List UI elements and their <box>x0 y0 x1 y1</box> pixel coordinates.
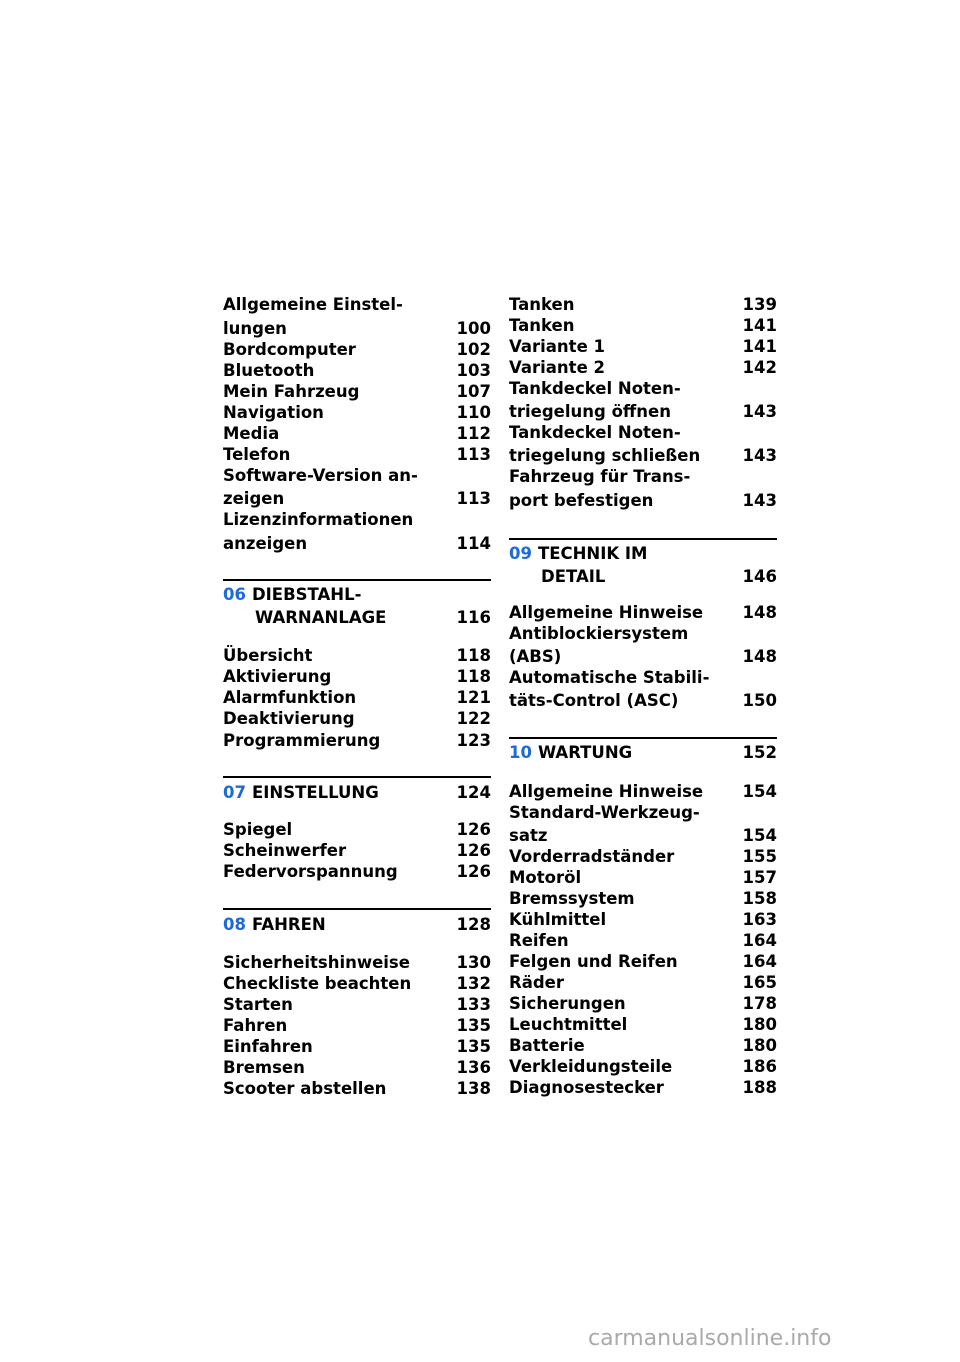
chapter-heading-line2[interactable] <box>223 607 491 628</box>
chapter-divider <box>509 538 777 540</box>
toc-entry[interactable] <box>509 1056 777 1077</box>
toc-entry[interactable] <box>223 402 491 423</box>
toc-entry-title: Standard-Werkzeug- <box>509 803 700 822</box>
chapter-number: 10 <box>509 743 532 762</box>
toc-entry-page: 130 <box>456 953 491 972</box>
toc-entry-title: Tanken <box>509 316 575 335</box>
toc-entry[interactable] <box>223 339 491 360</box>
toc-entry[interactable] <box>223 509 491 530</box>
toc-entry-title: Tankdeckel Noten- <box>509 423 681 442</box>
toc-entry[interactable] <box>509 867 777 888</box>
toc-entry[interactable] <box>509 930 777 951</box>
toc-entry[interactable] <box>509 667 777 688</box>
toc-entry[interactable] <box>223 708 491 729</box>
toc-entry-title: Verkleidungsteile <box>509 1057 673 1076</box>
toc-entry-page: 180 <box>742 1015 777 1034</box>
toc-entry-title: Bordcomputer <box>223 340 356 359</box>
toc-entry-title: Tanken <box>509 295 575 314</box>
toc-entry-page: 186 <box>742 1057 777 1076</box>
toc-entry-title: Deaktivierung <box>223 709 355 728</box>
toc-entry-title: Navigation <box>223 403 324 422</box>
toc-entry-title: Variante 1 <box>509 337 605 356</box>
toc-entry-title: Batterie <box>509 1036 585 1055</box>
toc-entry-page: 163 <box>742 910 777 929</box>
toc-entry[interactable] <box>223 465 491 486</box>
toc-entry-title: Bluetooth <box>223 361 315 380</box>
toc-entry-title: Tankdeckel Noten- <box>509 379 681 398</box>
toc-entry-title: Motoröl <box>509 868 582 887</box>
toc-entry-title: Diagnosestecker <box>509 1078 664 1097</box>
chapter-page: 116 <box>456 608 491 627</box>
toc-entry-page: 102 <box>456 340 491 359</box>
toc-entry-page: 113 <box>456 445 491 464</box>
toc-entry-title: Bremsen <box>223 1058 305 1077</box>
chapter-page: 152 <box>742 743 777 762</box>
toc-entry[interactable] <box>509 888 777 909</box>
toc-entry-page: 110 <box>456 403 491 422</box>
toc-entry[interactable] <box>509 646 777 667</box>
chapter-divider <box>509 737 777 739</box>
toc-entry[interactable] <box>223 952 491 973</box>
toc-entry[interactable] <box>509 357 777 378</box>
toc-entry-page: 112 <box>456 424 491 443</box>
toc-entry[interactable] <box>223 645 491 666</box>
toc-entry-title: Starten <box>223 995 293 1014</box>
toc-entry-title: satz <box>509 826 548 845</box>
chapter-page: 128 <box>456 915 491 934</box>
toc-entry-page: 136 <box>456 1058 491 1077</box>
chapter-heading-line2[interactable] <box>509 566 777 587</box>
toc-entry[interactable] <box>509 490 777 511</box>
toc-entry-page: 118 <box>456 646 491 665</box>
toc-entry[interactable] <box>223 840 491 861</box>
toc-entry-page: 138 <box>456 1079 491 1098</box>
toc-entry-title: (ABS) <box>509 647 562 666</box>
toc-entry-title: zeigen <box>223 489 285 508</box>
toc-entry-title: Kühlmittel <box>509 910 607 929</box>
toc-entry[interactable] <box>509 690 777 711</box>
toc-entry-title: Scooter abstellen <box>223 1079 387 1098</box>
toc-entry[interactable] <box>509 336 777 357</box>
toc-entry-title: Reifen <box>509 931 569 950</box>
toc-entry-page: 113 <box>456 489 491 508</box>
toc-entry-page: 188 <box>742 1078 777 1097</box>
toc-entry-title: lungen <box>223 319 287 338</box>
toc-entry-page: 132 <box>456 974 491 993</box>
toc-entry[interactable] <box>223 1057 491 1078</box>
toc-entry-title: anzeigen <box>223 534 308 553</box>
toc-entry-page: 143 <box>742 446 777 465</box>
toc-entry-title: Programmierung <box>223 731 381 750</box>
toc-entry[interactable] <box>223 994 491 1015</box>
toc-entry[interactable] <box>509 972 777 993</box>
toc-entry-title: port befestigen <box>509 491 654 510</box>
toc-entry[interactable] <box>509 445 777 466</box>
toc-entry-page: 133 <box>456 995 491 1014</box>
toc-entry-page: 122 <box>456 709 491 728</box>
toc-entry-page: 180 <box>742 1036 777 1055</box>
toc-entry-title: Leuchtmittel <box>509 1015 628 1034</box>
toc-entry-page: 165 <box>742 973 777 992</box>
toc-entry-page: 157 <box>742 868 777 887</box>
toc-entry[interactable] <box>223 973 491 994</box>
chapter-title: EINSTELLUNG <box>251 783 379 802</box>
toc-entry-page: 141 <box>742 337 777 356</box>
chapter-divider <box>223 908 491 910</box>
toc-entry[interactable] <box>509 294 777 315</box>
toc-entry-title: Spiegel <box>223 820 293 839</box>
toc-entry-title: Vorderradständer <box>509 847 675 866</box>
toc-entry[interactable] <box>509 802 777 823</box>
toc-entry-page: 178 <box>742 994 777 1013</box>
toc-entry[interactable] <box>223 444 491 465</box>
toc-entry-page: 103 <box>456 361 491 380</box>
chapter-title: DIEBSTAHL- <box>251 585 362 604</box>
toc-entry-page: 150 <box>742 691 777 710</box>
toc-entry-title: Einfahren <box>223 1037 313 1056</box>
toc-entry[interactable] <box>223 1078 491 1099</box>
chapter-number: 06 <box>223 585 246 604</box>
toc-entry[interactable] <box>223 294 491 315</box>
toc-entry-page: 143 <box>742 491 777 510</box>
chapter-heading[interactable] <box>223 782 491 803</box>
toc-entry[interactable] <box>509 909 777 930</box>
toc-entry-page: 154 <box>742 826 777 845</box>
toc-entry[interactable] <box>223 1015 491 1036</box>
chapter-heading[interactable] <box>223 914 491 935</box>
toc-entry-page: 142 <box>742 358 777 377</box>
chapter-number: 08 <box>223 915 246 934</box>
chapter-title-cont: WARNANLAGE <box>255 608 387 627</box>
toc-entry-page: 126 <box>456 862 491 881</box>
chapter-number: 07 <box>223 783 246 802</box>
toc-entry[interactable] <box>223 819 491 840</box>
chapter-title: FAHREN <box>251 915 326 934</box>
toc-entry-page: 143 <box>742 402 777 421</box>
toc-entry-title: Mein Fahrzeug <box>223 382 360 401</box>
toc-entry[interactable] <box>223 1036 491 1057</box>
toc-entry-title: Bremssystem <box>509 889 635 908</box>
toc-entry-title: Fahrzeug für Trans- <box>509 467 691 486</box>
toc-entry[interactable] <box>223 360 491 381</box>
chapter-divider <box>223 776 491 778</box>
toc-entry-page: 164 <box>742 931 777 950</box>
toc-entry[interactable] <box>223 861 491 882</box>
toc-entry-title: Felgen und Reifen <box>509 952 678 971</box>
toc-entry-title: täts-Control (ASC) <box>509 691 679 710</box>
toc-entry-title: Checkliste beachten <box>223 974 412 993</box>
toc-entry[interactable] <box>509 825 777 846</box>
toc-entry[interactable] <box>509 378 777 399</box>
toc-entry[interactable] <box>509 422 777 443</box>
toc-entry-page: 135 <box>456 1016 491 1035</box>
toc-entry-page: 148 <box>742 603 777 622</box>
chapter-title: TECHNIK IM <box>537 544 648 563</box>
toc-entry[interactable] <box>509 1035 777 1056</box>
toc-entry-title: Scheinwerfer <box>223 841 347 860</box>
toc-entry-page: 139 <box>742 295 777 314</box>
chapter-title-cont: DETAIL <box>541 567 606 586</box>
chapter-title: WARTUNG <box>537 743 633 762</box>
toc-entry[interactable] <box>509 993 777 1014</box>
toc-entry-page: 126 <box>456 820 491 839</box>
toc-entry-title: Variante 2 <box>509 358 605 377</box>
toc-entry-page: 100 <box>456 319 491 338</box>
toc-entry[interactable] <box>509 623 777 644</box>
toc-entry[interactable] <box>509 951 777 972</box>
toc-entry-title: Antiblockiersystem <box>509 624 689 643</box>
toc-entry[interactable] <box>509 846 777 867</box>
toc-entry-title: Sicherungen <box>509 994 626 1013</box>
toc-entry-page: 126 <box>456 841 491 860</box>
toc-entry-title: Allgemeine Einstel- <box>223 295 403 314</box>
toc-entry-page: 123 <box>456 731 491 750</box>
toc-entry[interactable] <box>223 423 491 444</box>
toc-entry-page: 107 <box>456 382 491 401</box>
toc-entry-title: Allgemeine Hinweise <box>509 603 704 622</box>
toc-entry[interactable] <box>509 1014 777 1035</box>
toc-entry-title: Allgemeine Hinweise <box>509 782 704 801</box>
chapter-page: 146 <box>742 567 777 586</box>
toc-entry-title: Fahren <box>223 1016 288 1035</box>
toc-entry[interactable] <box>223 318 491 339</box>
toc-entry-title: Software-Version an- <box>223 466 418 485</box>
chapter-heading[interactable] <box>509 742 777 763</box>
toc-entry-page: 148 <box>742 647 777 666</box>
toc-entry-page: 135 <box>456 1037 491 1056</box>
chapter-number: 09 <box>509 544 532 563</box>
toc-entry-title: Federvorspannung <box>223 862 398 881</box>
watermark: carmanualsonline.info <box>588 1326 832 1351</box>
toc-entry[interactable] <box>509 781 777 802</box>
toc-entry[interactable] <box>223 488 491 509</box>
chapter-heading[interactable] <box>509 543 777 564</box>
chapter-heading[interactable] <box>223 584 491 605</box>
toc-entry-page: 164 <box>742 952 777 971</box>
toc-entry-title: Übersicht <box>223 646 313 665</box>
toc-entry[interactable] <box>509 315 777 336</box>
chapter-page: 124 <box>456 783 491 802</box>
toc-entry[interactable] <box>509 401 777 422</box>
toc-entry[interactable] <box>223 687 491 708</box>
toc-entry-title: triegelung schließen <box>509 446 701 465</box>
toc-entry-page: 141 <box>742 316 777 335</box>
toc-entry[interactable] <box>223 381 491 402</box>
toc-entry-page: 121 <box>456 688 491 707</box>
toc-entry-title: Alarmfunktion <box>223 688 357 707</box>
toc-entry-title: Lizenzinformationen <box>223 510 414 529</box>
toc-entry-page: 158 <box>742 889 777 908</box>
toc-entry-title: Media <box>223 424 280 443</box>
toc-entry[interactable] <box>223 533 491 554</box>
toc-entry[interactable] <box>223 666 491 687</box>
chapter-divider <box>223 579 491 581</box>
toc-entry-page: 155 <box>742 847 777 866</box>
toc-entry-page: 118 <box>456 667 491 686</box>
toc-entry-title: Aktivierung <box>223 667 332 686</box>
toc-entry[interactable] <box>223 730 491 751</box>
toc-entry[interactable] <box>509 1077 777 1098</box>
toc-entry-title: Räder <box>509 973 564 992</box>
toc-entry-page: 114 <box>456 534 491 553</box>
toc-entry[interactable] <box>509 602 777 623</box>
toc-entry-title: Automatische Stabili- <box>509 668 710 687</box>
toc-entry-page: 154 <box>742 782 777 801</box>
toc-entry-title: Sicherheitshinweise <box>223 953 410 972</box>
toc-entry-title: Telefon <box>223 445 291 464</box>
toc-entry-title: triegelung öffnen <box>509 402 671 421</box>
toc-entry[interactable] <box>509 466 777 487</box>
